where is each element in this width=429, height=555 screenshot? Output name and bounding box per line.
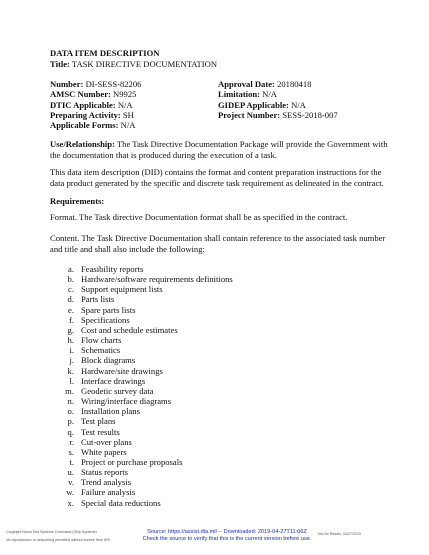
document-heading: DATA ITEM DESCRIPTION (50, 48, 160, 58)
approval-date-label: Approval Date: (218, 79, 275, 89)
list-item (62, 416, 233, 426)
content-paragraph: Content. The Task Directive Documentation shall contain reference to the associated task number and title and shall also include the following: (50, 233, 386, 254)
number-value: DI-SESS-82206 (85, 79, 142, 89)
gidep-value: N/A (291, 99, 306, 110)
list-item-text: Spare parts lists (81, 304, 136, 315)
list-item (62, 427, 233, 437)
list-item-letter: h. (67, 335, 74, 346)
list-item (62, 406, 233, 416)
list-item-text: Wiring/interface diagrams (81, 396, 172, 407)
list-item (62, 335, 233, 345)
list-item-letter: q. (67, 426, 74, 437)
list-item-letter: w. (66, 487, 74, 498)
list-item-letter: f. (68, 314, 74, 325)
list-item-text: Support equipment lists (81, 284, 163, 295)
list-item-text: Hardware/software requirements definitions (81, 274, 233, 285)
footer-copyright (6, 529, 110, 544)
list-item (62, 376, 233, 386)
list-item (62, 305, 233, 315)
list-item (62, 284, 233, 294)
amsc-number-value: N9925 (113, 89, 137, 100)
dtic-value: N/A (117, 99, 133, 110)
list-item (62, 274, 233, 284)
project-number-value: SESS-2018-007 (282, 109, 338, 120)
footer-source (112, 529, 342, 543)
list-item-text: Test results (81, 426, 120, 437)
list-item-letter: p. (67, 416, 74, 427)
list-item-text: Geodetic survey data (81, 385, 154, 396)
footer-source-line[interactable]: Source: https://assist.dla.mil -- Downloaded: 2019-04-27T11:06Z (147, 529, 307, 535)
list-item-letter: x. (67, 497, 74, 508)
use-relationship-paragraph (50, 139, 390, 160)
format-paragraph: Format. The Task directive Documentation format shall be as specified in the contract. (50, 212, 348, 222)
number-label: Number: (50, 79, 84, 89)
list-item-text: Trend analysis (81, 477, 132, 488)
document-title (50, 59, 217, 70)
list-item (62, 345, 233, 355)
list-item-letter: m. (65, 385, 74, 396)
use-relationship-label: Use/Relationship: (50, 139, 115, 149)
list-item (62, 437, 233, 447)
list-item-letter: e. (68, 304, 74, 315)
list-item-text: Parts lists (81, 294, 115, 305)
footer-verify-line: Check the source to verify that this is the current version before use. (142, 536, 312, 543)
metadata-block (50, 79, 390, 130)
did-paragraph: This data item description (DID) contains the format and content preparation instructions for the data product generated by the specific and discrete task requirement as delineated in the contract. (50, 167, 384, 188)
list-item (62, 386, 233, 396)
deliverables-list (62, 264, 233, 508)
list-item-text: Interface drawings (81, 375, 146, 386)
list-item-letter: i. (69, 345, 74, 356)
list-item-letter: j. (69, 355, 74, 366)
list-item-letter: n. (67, 396, 74, 407)
title-value: TASK DIRECTIVE DOCUMENTATION (71, 58, 218, 69)
footer-copyright-line: Copyright Naval Sea Systems Command (Ship Systems) (6, 530, 97, 534)
list-item-letter: a. (68, 264, 74, 274)
footer-resale (318, 531, 361, 538)
list-item (62, 325, 233, 335)
list-item-text: Special data reductions (81, 497, 161, 508)
footer-resale-line: Not for Resale, 04/27/2019 (318, 532, 361, 536)
list-item (62, 264, 233, 274)
list-item (62, 355, 233, 365)
list-item-letter: k. (67, 365, 74, 376)
amsc-number-label: AMSC Number: (50, 89, 111, 100)
limitation-value: N/A (262, 89, 277, 100)
list-item-letter: v. (68, 477, 74, 488)
list-item-letter: l. (69, 375, 74, 386)
limitation-label: Limitation: (218, 89, 261, 100)
list-item-text: White papers (81, 446, 127, 457)
list-item (62, 487, 233, 497)
approval-date-value: 20180418 (277, 79, 312, 89)
title-label: Title: (50, 58, 70, 69)
list-item (62, 477, 233, 487)
list-item-text: Installation plans (81, 406, 140, 417)
list-item (62, 366, 233, 376)
list-item (62, 457, 233, 467)
list-item-text: Specifications (81, 314, 130, 325)
preparing-activity-label: Preparing Activity: (50, 109, 121, 120)
gidep-label: GIDEP Applicable: (218, 99, 289, 110)
list-item (62, 315, 233, 325)
list-item-letter: s. (68, 446, 74, 457)
list-item (62, 498, 233, 508)
requirements-heading: Requirements: (50, 196, 105, 206)
list-item-text: Cost and schedule estimates (81, 324, 178, 335)
list-item-text: Failure analysis (81, 487, 136, 498)
applicable-forms-label: Applicable Forms: (50, 120, 119, 131)
use-relationship-text: The Task Directive Documentation Package will provide the Government with the documentation that is produced during the execution of a task. (50, 139, 388, 160)
footer-license-line: No reproduction or networking permitted without license from IHS (6, 537, 110, 542)
dtic-label: DTIC Applicable: (50, 99, 116, 110)
list-item-text: Block diagrams (81, 355, 136, 366)
list-item-letter: t. (69, 456, 74, 467)
list-item-letter: d. (67, 294, 74, 305)
list-item (62, 447, 233, 457)
list-item-letter: b. (67, 274, 74, 285)
list-item-text: Cut-over plans (81, 436, 132, 447)
list-item-text: Feasibility reports (81, 264, 144, 274)
list-item-letter: r. (69, 436, 74, 447)
list-item-text: Hardware/site drawings (81, 365, 163, 376)
list-item-text: Project or purchase proposals (81, 456, 183, 467)
title-block (50, 48, 217, 69)
list-item-letter: o. (67, 406, 74, 417)
list-item-letter: u. (67, 467, 74, 478)
list-item (62, 467, 233, 477)
list-item-text: Test plans (81, 416, 116, 427)
list-item-text: Schematics (81, 345, 121, 356)
list-item-letter: g. (67, 324, 74, 335)
list-item-text: Status reports (81, 467, 129, 478)
project-number-label: Project Number: (218, 109, 281, 120)
applicable-forms-value: N/A (120, 120, 136, 131)
list-item-letter: c. (68, 284, 74, 295)
list-item-text: Flow charts (81, 335, 122, 346)
preparing-activity-value: SH (122, 109, 134, 120)
list-item (62, 294, 233, 304)
list-item (62, 396, 233, 406)
